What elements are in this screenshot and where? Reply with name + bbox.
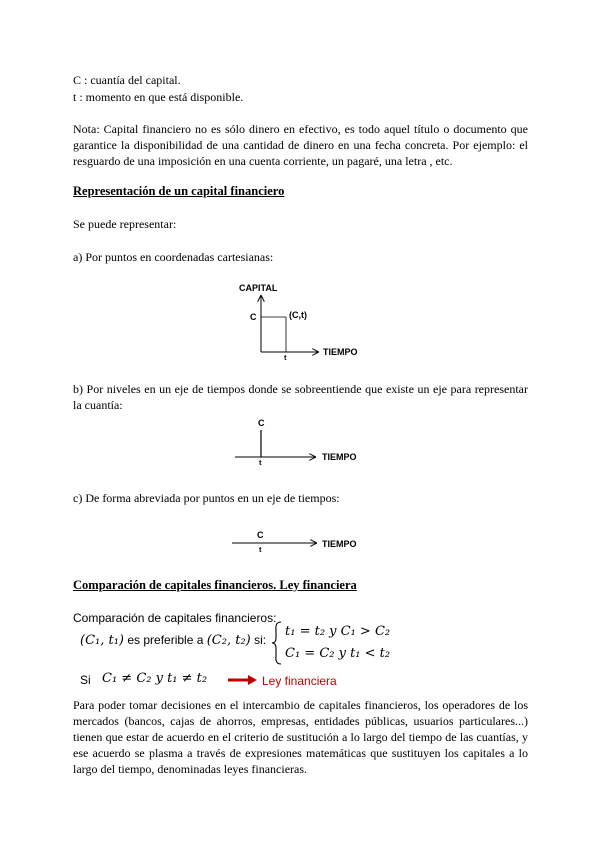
levels-diagram bbox=[230, 414, 380, 469]
si-condition: C₁ ≠ C₂ y t₁ ≠ t₂ bbox=[102, 671, 208, 686]
intro-text: Se puede representar: bbox=[73, 217, 177, 231]
note-paragraph: Nota: Capital financiero no es sólo dinero en efectivo, es todo aquel título o documento que garantice la disponibilidad de una cantidad de dinero en una fecha concreta. Por ejemplo: el resguardo de una imposición en una cuenta corriente, un pagaré, una letra , etc. bbox=[73, 122, 528, 168]
cartesian-diagram bbox=[230, 280, 380, 365]
t-point-label: t bbox=[259, 545, 262, 554]
option-a-text: a) Por puntos en coordenadas cartesianas: bbox=[73, 250, 274, 264]
tiempo-axis-label: TIEMPO bbox=[323, 347, 358, 357]
si-word: Si bbox=[80, 673, 91, 687]
c-point-label: C bbox=[257, 530, 264, 540]
preferible-text: es preferible a bbox=[124, 633, 207, 647]
c-level-label: C bbox=[258, 418, 265, 428]
c-tick-label: C bbox=[250, 312, 257, 322]
leyes-paragraph: Para poder tomar decisiones en el intercambio de capitales financieros, los operadores de los mercados (bancos, cajas de ahorros, empresas, entidades públicas, usuarios particulares...) tienen que estar de acuerdo en el criterio de sustitución a lo largo del tiempo de las cuantías, y ese acuerdo se plasma a través de expresiones matemáticas que sustituyen los capitales a lo largo del tiempo, denominadas leyes financieras. bbox=[73, 698, 528, 776]
condition-two: C₁ = C₂ y t₁ < t₂ bbox=[285, 646, 391, 661]
heading-comparacion: Comparación de capitales financieros. Ley financiera bbox=[73, 578, 357, 592]
definition-c: C : cuantía del capital. bbox=[73, 73, 181, 87]
ley-financiera-label: Ley financiera bbox=[262, 674, 337, 688]
tiempo-label: TIEMPO bbox=[322, 539, 357, 549]
t-tick-label: t bbox=[284, 353, 287, 362]
t-label: t bbox=[259, 458, 262, 467]
brace bbox=[270, 620, 284, 666]
option-b-text: b) Por niveles en un eje de tiempos donde se sobreentiende que existe un eje para representar la cuantía: bbox=[73, 382, 528, 412]
option-c-text: c) De forma abreviada por puntos en un eje de tiempos: bbox=[73, 491, 340, 505]
capital-one: (C₁, t₁) bbox=[80, 633, 125, 648]
preference-statement bbox=[80, 632, 266, 649]
comparison-subtitle: Comparación de capitales financieros: bbox=[73, 611, 277, 625]
point-label: (C,t) bbox=[289, 310, 307, 320]
capital-axis-label: CAPITAL bbox=[239, 283, 278, 293]
abbreviated-diagram bbox=[230, 525, 380, 560]
condition-one: t₁ = t₂ y C₁ > C₂ bbox=[285, 624, 391, 639]
si-text: si: bbox=[250, 633, 267, 647]
capital-two: (C₂, t₂) bbox=[206, 633, 251, 648]
red-arrow-icon bbox=[228, 674, 258, 686]
definition-t: t : momento en que está disponible. bbox=[73, 90, 244, 104]
tiempo-label: TIEMPO bbox=[322, 452, 357, 462]
heading-representacion: Representación de un capital financiero bbox=[73, 184, 285, 198]
